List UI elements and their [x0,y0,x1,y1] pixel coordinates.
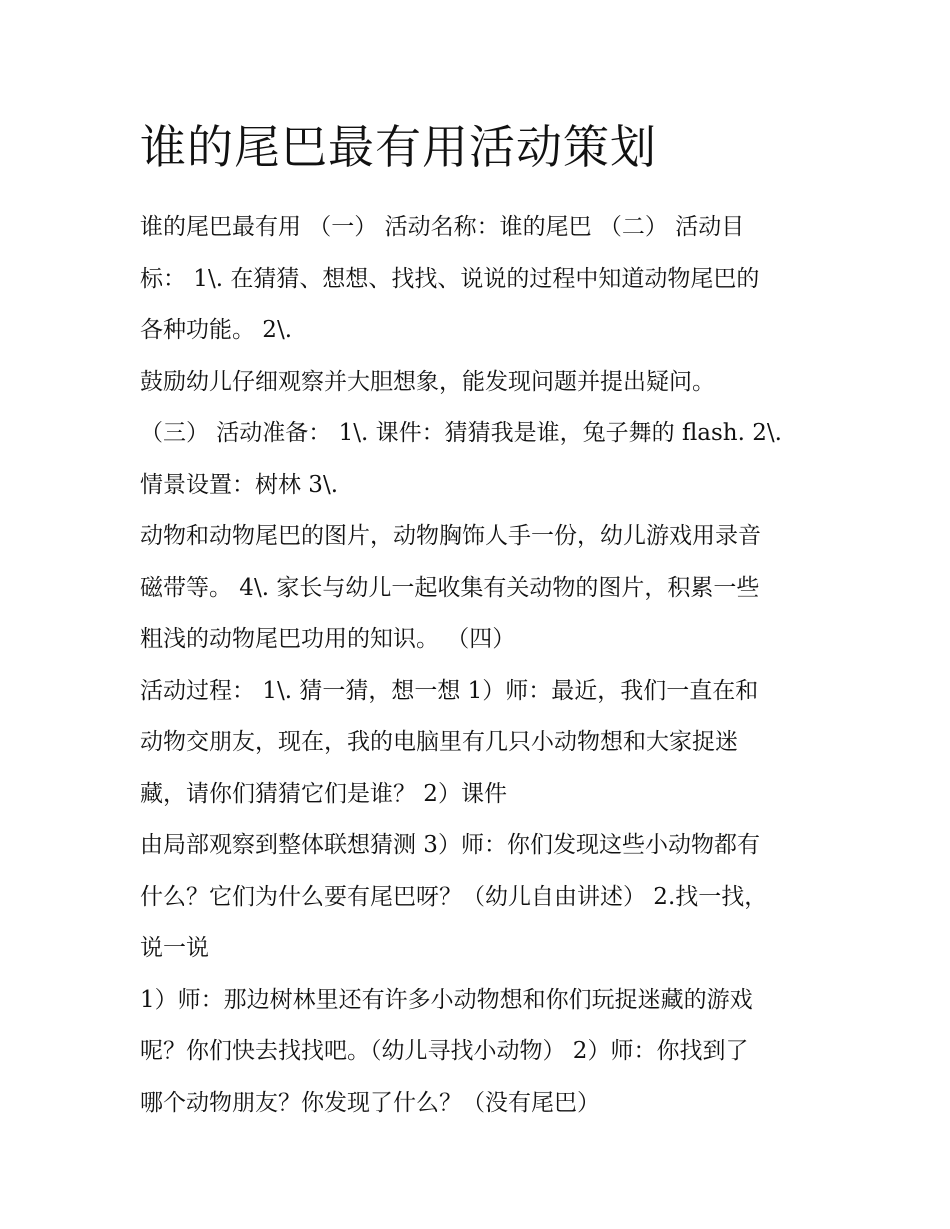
text-line: 鼓励幼儿仔细观察并大胆想象，能发现问题并提出疑问。 [140,368,715,395]
text-line: 磁带等。 4\. 家长与幼儿一起收集有关动物的图片，积累一些 [140,574,760,601]
text-line: 谁的尾巴最有用 （一） 活动名称：谁的尾巴 （二） 活动目 [140,214,745,240]
text-line: 1）师：那边树林里还有许多小动物想和你们玩捉迷藏的游戏 [140,986,753,1013]
text-line: 活动过程： 1\. 猜一猜，想一想 1）师：最近，我们一直在和 [140,677,759,704]
document-body [140,202,820,1129]
text-line: 动物和动物尾巴的图片，动物胸饰人手一份，幼儿游戏用录音 [140,523,761,549]
document-page [140,112,820,1129]
text-line: 由局部观察到整体联想猜测 3）师：你们发现这些小动物都有 [140,832,760,858]
text-line: 粗浅的动物尾巴功用的知识。 （四） [140,626,516,652]
text-line: 哪个动物朋友？你发现了什么？（没有尾巴） [140,1089,600,1116]
text-line: 说一说 [140,935,209,961]
text-line: 情景设置：树林 3\. [140,471,339,498]
text-line: 标： 1\. 在猜猜、想想、找找、说说的过程中知道动物尾巴的 [140,265,760,292]
text-line: （三） 活动准备： 1\. 课件：猜猜我是谁，兔子舞的 flash. 2\. [140,420,782,446]
text-line: 呢？你们快去找找吧。（幼儿寻找小动物） 2）师：你找到了 [140,1038,749,1064]
text-line: 什么？它们为什么要有尾巴呀？（幼儿自由讲述） 2.找一找， [140,883,768,910]
text-line: 动物交朋友，现在，我的电脑里有几只小动物想和大家捉迷 [140,729,738,755]
document-title: 谁的尾巴最有用活动策划 [140,120,657,174]
text-line: 藏，请你们猜猜它们是谁？ 2）课件 [140,780,507,807]
text-line: 各种功能。 2\. [140,317,293,343]
